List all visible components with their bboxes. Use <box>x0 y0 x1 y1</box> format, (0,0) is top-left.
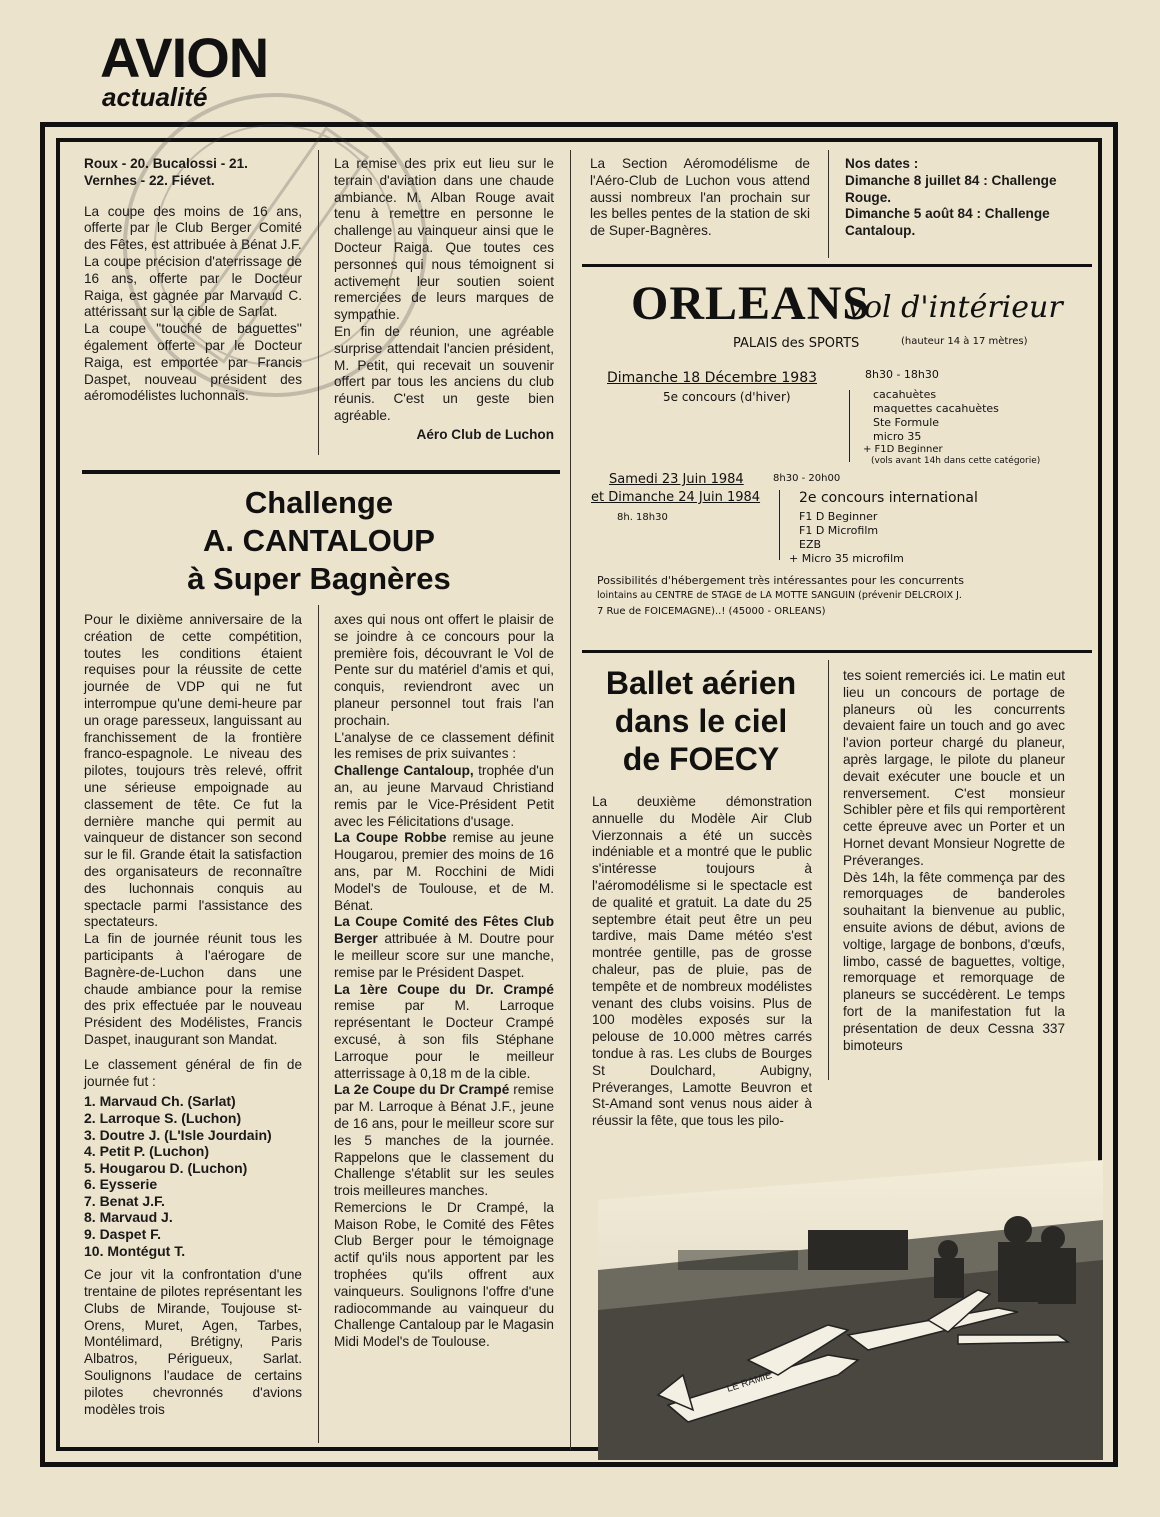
prize-head: La 1ère Coupe du Dr. Crampé <box>334 981 554 997</box>
paragraph: Remercions le Dr Crampé, la Maison Robe, le Comité des Fêtes Club Berger pour le témoignage actif qu'ils nous apportent par les trophées qu'ils offrent aux vainqueurs. Soulignons l'offre d'une radiocommande au vainqueur du Challenge Cantaloup par le Magasin Midi Model's de Toulouse. <box>334 1199 554 1350</box>
ranking-item: 5. Hougarou D. (Luchon) <box>84 1159 248 1176</box>
category: + F1D Beginner <box>863 444 943 455</box>
category: EZB <box>799 538 822 551</box>
section-rule <box>582 264 1092 267</box>
date-2: Dimanche 5 août 84 : Challenge Cantaloup. <box>845 206 1050 239</box>
time-1: 8h30 - 18h30 <box>865 368 939 381</box>
category: maquettes cacahuètes <box>873 402 999 415</box>
photo-model-aircraft <box>598 1160 1103 1460</box>
challenge-title-1: Challenge <box>244 485 394 520</box>
paragraph: Pour le dixième anniversaire de la création de cette compétition, toutes les conditions étaient requises pour la réussite de cette journée de VDP qui ne fut interrompue qu'une demi-heure par un orage paresseux, languissant au franchissement de la frontière franco-espagnole. Le niveau des pilotes, toujours très relevé, offrit une sérieuse empoignade au classement de tête. Ce fut la dernière manche qui permit au vainqueur de distancer son second sur le fil. Grande était la satisfaction des organisateurs de reconnaître des luchonnais conquis au spectacle parmi l'assistance des spectateurs. <box>84 612 302 930</box>
ranking-item: 7. Benat J.F. <box>84 1192 165 1209</box>
paragraph: Dès 14h, la fête commença par des remorquages de banderoles souhaitant la bienvenue au public, ensuite avions de début, avions de voltige, largage de bonbons, d'œufs, limbo, cassé de baguettes, voltige, remorquage et remorquage de planeurs se succédèrent. Le temps fort de la manifestation fut la présentation de deux Cessna 337 bimoteurs <box>843 869 1065 1053</box>
column-rule <box>828 660 829 1080</box>
category: + Micro 35 microfilm <box>789 552 904 565</box>
date-2b: et Dimanche 24 Juin 1984 <box>591 490 761 505</box>
ranking-item: 3. Doutre J. (L'Isle Jourdain) <box>84 1126 272 1143</box>
paragraph: La coupe des moins de 16 ans, offerte par le Club Berger Comité des Fêtes, est attribuée à Bénat J.F. <box>84 203 302 253</box>
ranking-item: 1. Marvaud Ch. (Sarlat) <box>84 1093 236 1110</box>
column-rule <box>318 150 319 455</box>
dates-heading: Nos dates : <box>845 156 919 171</box>
prize <box>334 982 554 1083</box>
date-1: Dimanche 18 Décembre 1983 <box>607 370 818 386</box>
challenge-col-2 <box>334 612 554 1351</box>
venue-height: (hauteur 14 à 17 mètres) <box>901 336 1028 347</box>
prize-text: remise au jeune Hougarou, premier des moins de 16 ans, par M. Rocchini de Midi Model's de Toulouse, et de M. Bénat. <box>334 830 554 913</box>
top-col-3 <box>590 156 810 240</box>
ranking-item: 9. Daspet F. <box>84 1226 162 1243</box>
prize-head: La 2e Coupe du Dr Crampé <box>334 1082 510 1098</box>
ranking-item: 2. Larroque S. (Luchon) <box>84 1109 242 1126</box>
time-2a: 8h30 - 20h00 <box>773 473 841 484</box>
column-rule <box>828 150 829 258</box>
prize <box>334 914 554 981</box>
masthead <box>100 26 269 112</box>
photo-image <box>598 1160 1103 1460</box>
signature: Aéro Club de Luchon <box>416 426 554 442</box>
masthead-title: AVION <box>100 26 269 89</box>
paragraph: La Section Aéromodélisme de l'Aéro-Club de Luchon vous attend aussi nombreux l'an prochain sur les belles pentes de la station de ski de Super-Bagnères. <box>590 156 810 239</box>
paragraph: La fin de journée réunit tous les participants à l'aérogare de Bagnère-de-Luchon dans une chaude ambiance pour la remise des prix effectuée par le nouveau Président des Modélistes, Francis Daspet, inaugurant son Mandat. <box>84 931 302 1047</box>
lodging-line: Possibilités d'hébergement très intéressantes pour les concurrents <box>597 574 964 587</box>
ranking-item: 4. Petit P. (Luchon) <box>84 1143 209 1160</box>
prize <box>334 830 554 914</box>
brace <box>849 390 858 462</box>
date-2a: Samedi 23 Juin 1984 <box>609 472 744 487</box>
ballet-title-3: de FOECY <box>622 741 780 777</box>
prize-text: remise par M. Larroque à Bénat J.F., jeune de 16 ans, pour le meilleur score sur les 5 manches de la journée. Rappelons que le classement du Challenge s'établit sur les seules trois meilleures manches. <box>334 1082 554 1199</box>
plane-label: LE RAMIE <box>725 1369 774 1395</box>
ranking-continued-2: Vernhes - 22. Fiévet. <box>84 172 215 188</box>
section-rule <box>582 650 1092 653</box>
brace <box>779 490 788 560</box>
category: F1 D Beginner <box>799 510 878 523</box>
challenge-title-2: A. CANTALOUP <box>203 523 435 558</box>
orleans-subtitle: vol d'intérieur <box>847 290 1063 325</box>
lodging-line: lointains au CENTRE de STAGE de LA MOTTE SANGUIN (prévenir DELCROIX J. <box>597 590 962 601</box>
top-col-1 <box>84 156 302 405</box>
ballet-col-1 <box>592 794 812 1130</box>
challenge-col-1 <box>84 612 302 1418</box>
contest-2: 2e concours international <box>799 490 978 506</box>
category: micro 35 <box>873 430 922 443</box>
paragraph: En fin de réunion, une agréable surprise attendait l'ancien président, M. Petit, qui recevait un souvenir offert par tous les anciens du club réunis. C'est un geste bien agréable. <box>334 323 554 423</box>
paragraph: Ce jour vit la confrontation d'une trentaine de pilotes représentant les Clubs de Mirande, Toujouse st-Orens, Muret, Agen, Tarbes, Montélimard, Brétigny, Paris Albatros, Périgueux, Sarlat. Soulignons l'audace de certains pilotes chevronnés d'avions modèles trois <box>84 1267 302 1417</box>
ranking-continued-1: Roux - 20. Bucalossi - 21. <box>84 156 248 171</box>
paragraph: Le classement général de fin de journée fut : <box>84 1056 302 1089</box>
paragraph: La remise des prix eut lieu sur le terrain d'aviation dans une chaude ambiance. M. Alban Rouge avait tenu à remettre en personne le challenge au vainqueur ainsi que le Docteur Raiga. Que toutes ces personnes qui nous témoignent si activement leur soutien soient remerciées de leurs marques de sympathie. <box>334 156 554 323</box>
prize <box>334 763 554 830</box>
paragraph: axes qui nous ont offert le plaisir de se joindre à ce concours pour la première fois, découvrant le Vol de Pente sur du matériel d'amis et qui, conquis, reviendront avec un planeur personnel tout frais l'an prochain. <box>334 612 554 728</box>
time-2b: 8h. 18h30 <box>617 512 668 523</box>
prize-text: remise par M. Larroque représentant le Docteur Crampé excusé, à son fils Stéphane Larroque pour le meilleur atterrissage à 0,18 m de la cible. <box>334 998 554 1081</box>
challenge-title-3: à Super Bagnères <box>187 561 451 596</box>
paragraph: La deuxième démonstration annuelle du Modèle Air Club Vierzonnais a été un succès indéniable et a montré que le public s'intéresse toujours à l'aéromodélisme si le spectacle est de qualité et gratuit. La date du 25 septembre était peut être un peu tardive, mais Dame météo s'est montrée gentille, pas de grosse chaleur, pas de pluie, pas de tempête et de nombreux modélistes venant des clubs voisins. Plus de 100 modèles exposés sur la pelouse de 10.000 mètres carrés tondue à ras. Les clubs de Bourges St Doulchard, Aubigny, Préveranges, Lamotte Beuvron et St-Amand sont venus nous aider à réussir la fête, que tous les pilo- <box>592 794 812 1129</box>
prize-head: La Coupe Robbe <box>334 830 447 846</box>
prize-text: trophée d'un an, au jeune Marvaud Christiand remis par le Vice-Président Petit avec les Félicitations d'usage. <box>334 763 554 829</box>
date-1: Dimanche 8 juillet 84 : Challenge Rouge. <box>845 172 1057 205</box>
ballet-col-2 <box>843 668 1065 1054</box>
contest-1: 5e concours (d'hiver) <box>663 390 791 404</box>
masthead-subtitle: actualité <box>102 82 208 112</box>
venue: PALAIS des SPORTS <box>733 336 860 351</box>
ranking-list <box>84 1093 302 1259</box>
prize-head: La Coupe Comité des Fêtes Club Berger <box>334 914 554 947</box>
ballet-title-1: Ballet aérien <box>605 665 797 701</box>
column-rule <box>570 150 571 1450</box>
prize-head: Challenge Cantaloup, <box>334 763 474 779</box>
paragraph: La coupe ''touché de baguettes'' également offerte par le Docteur Raiga, est emportée par Francis Daspet, nouveau président des aéromodélistes luchonnais. <box>84 321 302 404</box>
ranking-item: 6. Eysserie <box>84 1176 158 1193</box>
category: F1 D Microfilm <box>799 524 879 537</box>
paragraph: tes soient remerciés ici. Le matin eut lieu un concours de portage de planeurs où les concurrents devaient faire un touch and go avec l'avion porteur chargé du planeur, après largage, le pilote du planeur devait exécuter une boucle et un renversement. C'est monsieur Schibler père et fils qui remportèrent cette épreuve avec un Porter et un Hornet devant Monsieur Nogrette de Préveranges. <box>843 668 1065 868</box>
prize <box>334 1082 554 1200</box>
category: Ste Formule <box>873 416 940 429</box>
paragraph: L'analyse de ce classement définit les remises de prix suivantes : <box>334 729 554 762</box>
lodging-line: 7 Rue de FOICEMAGNE)..! (45000 - ORLEANS) <box>597 606 826 617</box>
our-dates <box>845 156 1070 240</box>
category-note: (vols avant 14h dans cette catégorie) <box>871 456 1041 466</box>
category: cacahuètes <box>873 388 937 401</box>
orleans-announcement <box>583 270 1103 640</box>
paragraph: La coupe précision d'aterrissage de 16 ans, offerte par le Docteur Raiga, est gagnée par Marvaud C. attérissant sur la cible de Sarlat. <box>84 253 302 320</box>
orleans-title: ORLEANS <box>631 277 871 330</box>
ballet-title-2: dans le ciel <box>614 703 788 739</box>
section-rule <box>82 470 560 474</box>
ranking-item: 8. Marvaud J. <box>84 1209 173 1226</box>
top-col-2 <box>334 156 554 444</box>
column-rule <box>318 605 319 1443</box>
prize-text: attribuée à M. Doutre pour le meilleur score sur une manche, remise par le Président Daspet. <box>334 931 554 980</box>
ranking-item: 10. Montégut T. <box>84 1242 186 1259</box>
